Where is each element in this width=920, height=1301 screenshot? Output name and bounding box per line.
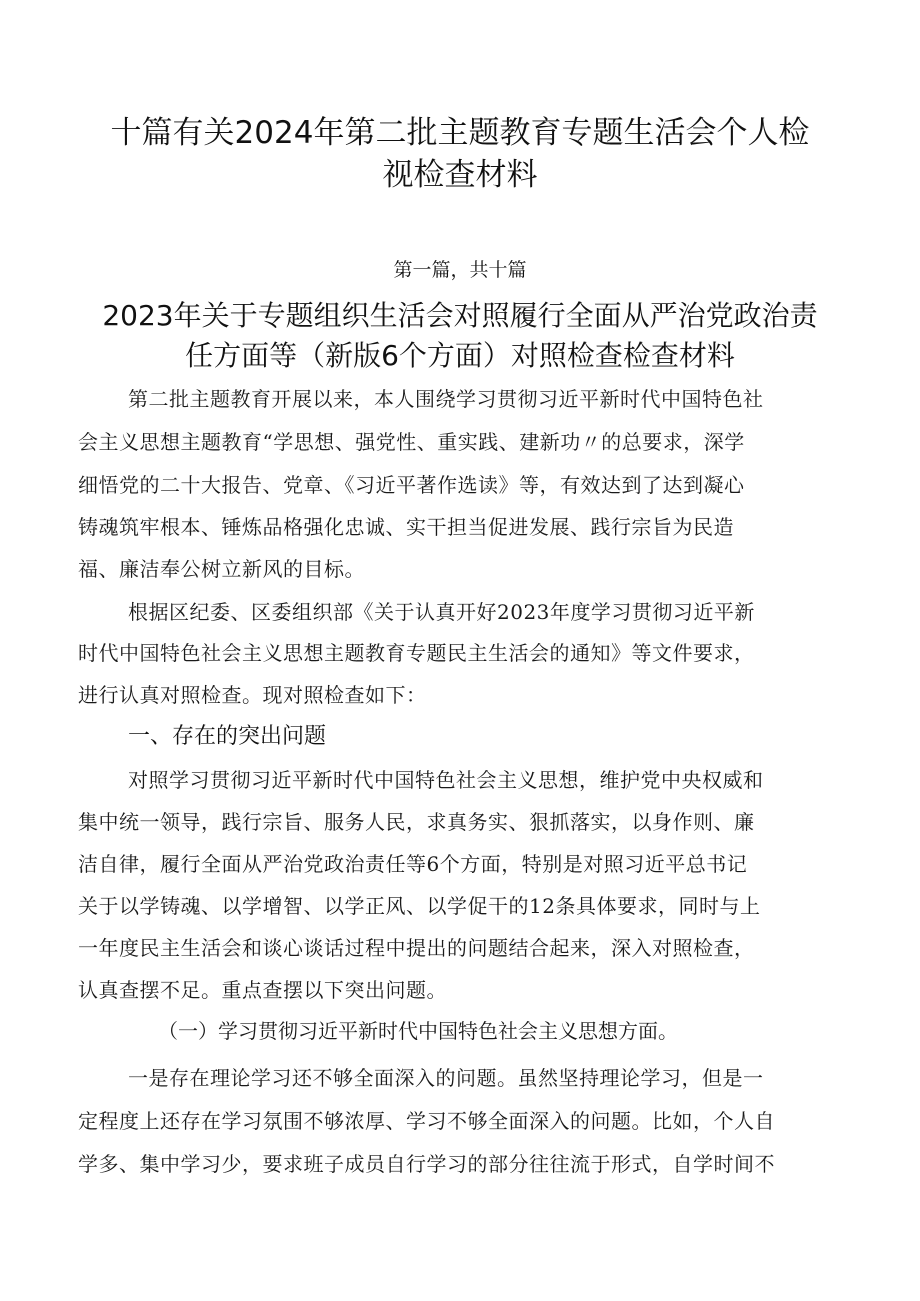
article-title-line-2: 任方面等（新版6个方面）对照检查检查材料 — [185, 339, 735, 372]
paragraph-line: 时代中国特色社会主义思想主题教育专题民主生活会的通知》等文件要求， — [78, 641, 755, 665]
paragraph-line: 第二批主题教育开展以来，本人围绕学习贯彻习近平新时代中国特色社 — [128, 387, 764, 411]
article-title-line-1: 2023年关于专题组织生活会对照履行全面从严治党政治责 — [102, 299, 818, 332]
paragraph-line: 对照学习贯彻习近平新时代中国特色社会主义思想，维护党中央权威和 — [128, 768, 764, 792]
paragraph-line: 学多、集中学习少，要求班子成员自行学习的部分往往流于形式，自学时间不 — [78, 1152, 775, 1176]
paragraph-line: 进行认真对照检查。现对照检查如下： — [78, 683, 427, 707]
paragraph-line: 关于以学铸魂、以学增智、以学正风、以学促干的12条具体要求，同时与上 — [78, 894, 761, 918]
document-title-line-2: 视检查材料 — [382, 157, 538, 193]
document-title-line-1: 十篇有关2024年第二批主题教育专题生活会个人检 — [110, 115, 810, 151]
section-heading: 一、存在的突出问题 — [128, 724, 327, 749]
subsection-heading: （一）学习贯彻习近平新时代中国特色社会主义思想方面。 — [158, 1019, 678, 1043]
paragraph-line: 铸魂筑牢根本、锤炼品格强化忠诚、实干担当促进发展、践行宗旨为民造 — [78, 515, 734, 539]
paragraph-line: 定程度上还存在学习氛围不够浓厚、学习不够全面深入的问题。比如，个人自 — [78, 1109, 775, 1133]
paragraph-line: 洁自律，履行全面从严治党政治责任等6个方面，特别是对照习近平总书记 — [78, 852, 748, 876]
paragraph-line: 会主义思想主题教育“学思想、强党性、重实践、建新功〃的总要求，深学 — [78, 430, 745, 454]
paragraph-line: 福、廉洁奉公树立新风的目标。 — [78, 557, 365, 581]
paragraph-line: 细悟党的二十大报告、党章、《习近平著作选读》等，有效达到了达到凝心 — [78, 473, 745, 497]
paragraph-line: 集中统一领导，践行宗旨、服务人民，求真务实、狠抓落实，以身作则、廉 — [78, 810, 755, 834]
paragraph-line: 一是存在理论学习还不够全面深入的问题。虽然坚持理论学习，但是一 — [128, 1066, 764, 1090]
article-number: 第一篇，共十篇 — [393, 259, 527, 281]
paragraph-line: 根据区纪委、区委组织部《关于认真开好2023年度学习贯彻习近平新 — [128, 600, 755, 624]
paragraph-line: 认真查摆不足。重点查摆以下突出问题。 — [78, 978, 447, 1002]
paragraph-line: 一年度民主生活会和谈心谈话过程中提出的问题结合起来，深入对照检查， — [78, 936, 755, 960]
